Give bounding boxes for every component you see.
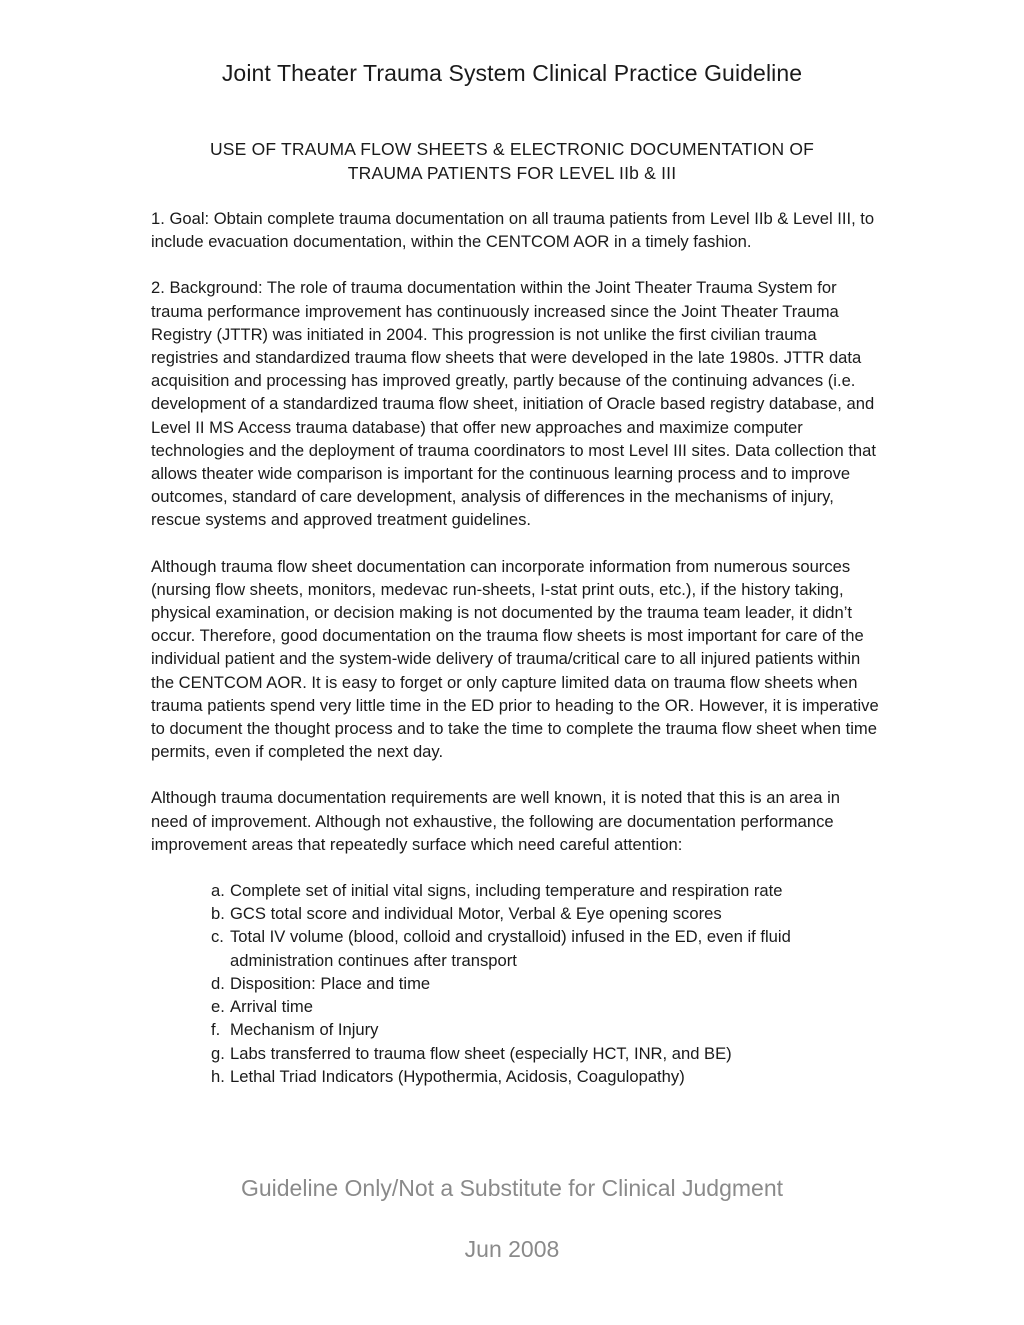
checklist-marker: h. [211, 1066, 225, 1086]
checklist-marker: g. [211, 1043, 225, 1063]
documentation-checklist [211, 879, 881, 1088]
checklist-marker: b. [211, 904, 225, 924]
checklist-text: Lethal Triad Indicators (Hypothermia, Acidosis, Coagulopathy) [230, 1066, 685, 1086]
checklist-item [211, 1042, 881, 1065]
checklist-text: Arrival time [230, 997, 313, 1017]
checklist-item [211, 995, 881, 1018]
document-title [140, 137, 884, 185]
checklist-item [211, 925, 881, 971]
checklist-item [211, 972, 881, 995]
document-title-line-1: USE OF TRAUMA FLOW SHEETS & ELECTRONIC DOCUMENTATION OF [209, 139, 815, 159]
footer-date: Jun 2008 [464, 1236, 560, 1262]
improvement-paragraph: Although trauma documentation requirements are well known, it is noted that this is an area in need of improvement. Although not exhaustive, the following are documentation performance improvement areas that repeatedly surface which need careful attention: [151, 788, 841, 854]
checklist-marker: d. [211, 973, 225, 993]
header-title: Joint Theater Trauma System Clinical Practice Guideline [221, 60, 803, 86]
checklist-item [211, 1018, 881, 1041]
footer-disclaimer: Guideline Only/Not a Substitute for Clinical Judgment [240, 1175, 784, 1201]
document-body [151, 207, 881, 1088]
checklist-item [211, 1065, 881, 1088]
flow-sheet-paragraph: Although trauma flow sheet documentation can incorporate information from numerous sources (nursing flow sheets, monitors, medevac run-sheets, I-stat print outs, etc.), if the history taking, physical examination, or decision making is not documented by the trauma team leader, it didn’t occur. Therefore, good documentation on the trauma flow sheets is most important for care of the individual patient and the system-wide delivery of trauma/critical care to all injured patients within the CENTCOM AOR. It is easy to forget or only capture limited data on trauma flow sheets when trauma patients spend very little time in the ED prior to heading to the OR. However, it is imperative to document the thought process and to take the time to complete the trauma flow sheet when time permits, even if completed the next day. [151, 556, 879, 762]
checklist-marker: a. [211, 881, 225, 901]
checklist-text: Mechanism of Injury [230, 1020, 379, 1040]
background-paragraph: 2. Background: The role of trauma documentation within the Joint Theater Trauma System for trauma performance improvement has continuously increased since the Joint Theater Trauma Registry (JTTR) was initiated in 2004. This progression is not unlike the first civilian trauma registries and standardized trauma flow sheets that were developed in the late 1980s. JTTR data acquisition and processing has improved greatly, partly because of the continuing advances (i.e. development of a standardized trauma flow sheet, initiation of Oracle based registry database, and Level II MS Access trauma database) that offer new approaches and maximize computer technologies and the deployment of trauma coordinators to most Level III sites. Data collection that allows theater wide comparison is important for the continuous learning process and to improve outcomes, standard of care development, analysis of differences in the mechanisms of injury, rescue systems and approved treatment guidelines. [151, 278, 876, 530]
document-title-line-2: TRAUMA PATIENTS FOR LEVEL IIb & III [347, 163, 677, 183]
checklist-marker: e. [211, 997, 225, 1017]
checklist-marker: f. [211, 1020, 221, 1040]
checklist-text: Complete set of initial vital signs, including temperature and respiration rate [230, 881, 783, 901]
checklist-item [211, 902, 881, 925]
checklist-text: Labs transferred to trauma flow sheet (especially HCT, INR, and BE) [230, 1043, 732, 1063]
checklist-text: GCS total score and individual Motor, Verbal & Eye opening scores [230, 904, 722, 924]
checklist-marker: c. [211, 927, 224, 947]
goal-paragraph: 1. Goal: Obtain complete trauma documentation on all trauma patients from Level IIb & Level III, to include evacuation documentation, within the CENTCOM AOR in a timely fashion. [151, 209, 875, 252]
checklist-item [211, 879, 881, 902]
checklist-text: Disposition: Place and time [230, 973, 431, 993]
checklist-text: Total IV volume (blood, colloid and crystalloid) infused in the ED, even if fluid administration continues after transport [230, 927, 791, 970]
